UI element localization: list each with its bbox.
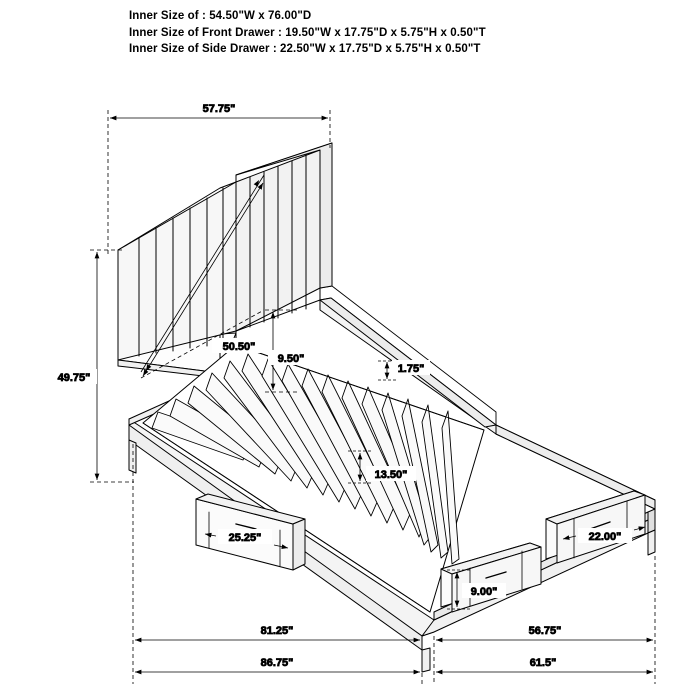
dim-label-overall-height: 49.75" <box>57 372 91 384</box>
dim-label-front-drawer-width: 25.25" <box>228 532 262 544</box>
dim-width-outer <box>436 654 653 672</box>
spec-note-line-2: Inner Size of Front Drawer : 19.50"W x 17.75"D x 5.75"H x 0.50"T <box>129 26 486 39</box>
dim-length-outer <box>135 654 420 672</box>
dim-label-headboard-height: 50.50" <box>222 341 256 353</box>
dim-label-length-outer: 86.75" <box>260 657 294 669</box>
spec-note-line-1: Inner Size of : 54.50"W x 76.00"D <box>129 10 312 22</box>
dim-label-deck-height: 13.50" <box>374 469 408 481</box>
bed-illustration <box>118 143 655 672</box>
dim-label-headboard-to-rail: 9.50" <box>277 353 305 365</box>
dim-label-drawer-height: 9.00" <box>470 586 498 598</box>
dim-label-width-outer: 61.5" <box>529 657 557 669</box>
dim-label-side-drawer-width: 22.00" <box>588 531 622 543</box>
dim-label-width-inner: 56.75" <box>528 625 562 637</box>
spec-note-line-3: Inner Size of Side Drawer : 22.50"W x 17.75"D x 5.75"H x 0.50"T <box>129 43 481 55</box>
dim-label-headboard-width: 57.75" <box>202 103 236 115</box>
dim-width-inner <box>436 622 653 640</box>
dim-length-inner <box>135 622 420 640</box>
dim-label-length-inner: 81.25" <box>260 625 294 637</box>
dim-label-rail-thickness: 1.75" <box>397 363 425 375</box>
